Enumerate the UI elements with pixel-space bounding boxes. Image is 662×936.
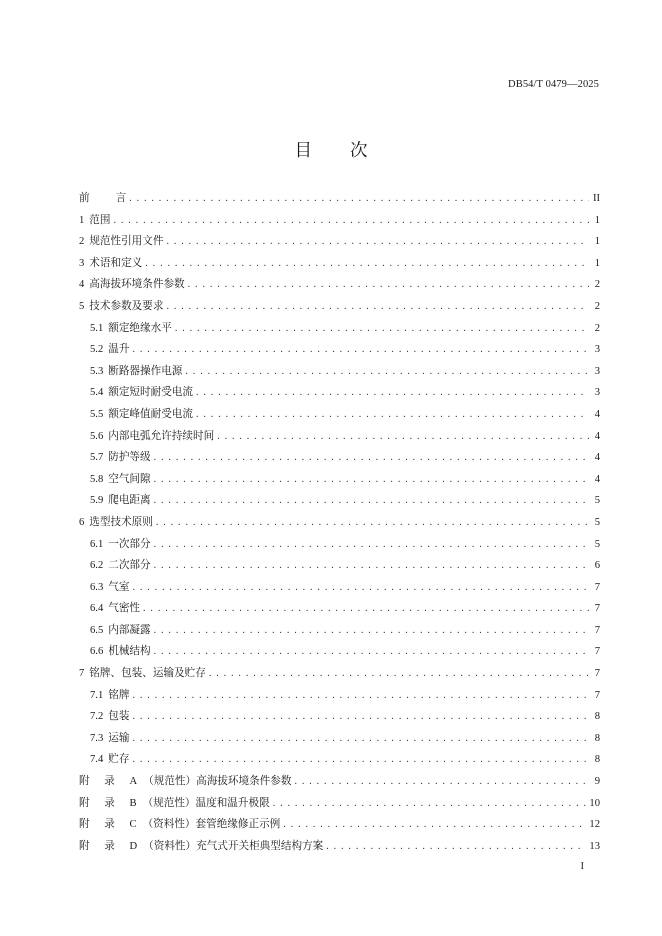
toc-entry-label (90, 471, 151, 486)
toc-page-number: II (592, 193, 600, 204)
toc-entry-label (79, 212, 110, 227)
toc-dot-leader (154, 560, 589, 571)
toc-entry-label (79, 665, 206, 680)
toc-entry-label (90, 730, 129, 745)
toc-page-number: 3 (594, 365, 600, 377)
toc-entry[interactable] (79, 320, 600, 342)
toc-section-title: 铭牌、包装、运输及贮存 (89, 667, 206, 680)
toc-section-number: 5.4 (90, 387, 104, 399)
toc-dot-leader (154, 646, 589, 657)
toc-dot-leader (154, 474, 589, 485)
toc-section-number: 3 (79, 257, 85, 269)
toc-section-number: 7.2 (90, 711, 104, 723)
toc-dot-leader (145, 258, 589, 269)
toc-page-number: 1 (594, 214, 600, 226)
toc-section-number: 5.9 (90, 495, 104, 507)
toc-section-number: 1 (79, 214, 85, 226)
toc-entry[interactable] (79, 708, 600, 730)
toc-page-number: 10 (589, 797, 600, 809)
toc-entry-label (90, 579, 129, 594)
toc-section-title: 技术参数及要求 (89, 299, 164, 312)
toc-section-title: 气室 (108, 580, 130, 593)
toc-page-number: 5 (594, 538, 600, 550)
toc-dot-leader (132, 344, 589, 355)
toc-page-number: 4 (594, 430, 600, 442)
toc-dot-leader (154, 625, 589, 636)
toc-entry[interactable] (79, 557, 600, 579)
toc-entry[interactable] (79, 795, 600, 817)
toc-entry-label (79, 773, 291, 788)
toc-entry-label (90, 622, 151, 637)
toc-section-title: 防护等级 (108, 451, 151, 464)
toc-page-number: 7 (594, 624, 600, 636)
toc-entry-label (90, 557, 151, 572)
toc-section-title: 铭牌 (108, 688, 130, 701)
toc-entry[interactable] (79, 600, 600, 622)
toc-page-number: 8 (594, 732, 600, 744)
toc-page-number: 7 (594, 646, 600, 658)
toc-entry[interactable] (79, 751, 600, 773)
toc-section-title: 术语和定义 (89, 256, 143, 269)
toc-entry[interactable] (79, 276, 600, 298)
toc-dot-leader (154, 495, 589, 506)
toc-dot-leader (196, 387, 589, 398)
toc-section-title: 运输 (108, 731, 130, 744)
toc-dot-leader (209, 668, 589, 679)
toc-entry[interactable] (79, 730, 600, 752)
toc-appendix-number: 附 录 A (79, 776, 144, 788)
toc-dot-leader (294, 776, 589, 787)
toc-entry[interactable] (79, 471, 600, 493)
toc-entry[interactable] (79, 665, 600, 687)
toc-section-title: 温升 (108, 343, 130, 356)
toc-section-title: （资料性）套管绝缘修正示例 (142, 818, 281, 831)
toc-entry-label (90, 320, 172, 335)
toc-page-number: 2 (594, 322, 600, 334)
toc-section-number: 5.1 (90, 322, 104, 334)
toc-entry[interactable] (79, 406, 600, 428)
toc-entry[interactable] (79, 428, 600, 450)
toc-title-char-2: 次 (350, 141, 368, 161)
toc-page-number: 5 (594, 495, 600, 507)
toc-entry[interactable] (79, 341, 600, 363)
toc-section-number: 6.3 (90, 581, 104, 593)
toc-dot-leader (132, 582, 589, 593)
toc-entry-label (90, 406, 193, 421)
toc-section-number: 5.6 (90, 430, 104, 442)
toc-entry-label (90, 428, 214, 443)
toc-section-title: （规范性）温度和温升极限 (142, 796, 270, 809)
toc-section-number: 6.2 (90, 560, 104, 572)
toc-section-number: 6 (79, 516, 85, 528)
toc-entry-label (79, 514, 153, 529)
toc-entry-label (79, 233, 163, 248)
toc-section-title: 高海拔环境条件参数 (89, 278, 185, 291)
toc-section-number: 6.6 (90, 646, 104, 658)
toc-page-number: 13 (589, 840, 600, 852)
table-of-contents (79, 190, 600, 859)
toc-dot-leader (326, 841, 586, 852)
toc-dot-leader (196, 409, 589, 420)
toc-entry-label (90, 751, 129, 766)
toc-page-number: 2 (594, 279, 600, 291)
toc-section-number: 7.1 (90, 689, 104, 701)
toc-dot-leader (156, 517, 589, 528)
toc-dot-leader (283, 819, 586, 830)
toc-appendix-number: 附 录 D (79, 840, 144, 852)
toc-dot-leader (188, 279, 589, 290)
toc-dot-leader (154, 452, 589, 463)
toc-entry-label (79, 795, 270, 810)
toc-entry[interactable] (79, 579, 600, 601)
toc-page-number: 4 (594, 473, 600, 485)
toc-page-number: 1 (594, 236, 600, 248)
toc-section-title: 一次部分 (108, 537, 151, 550)
toc-title-char-1: 目 (294, 141, 312, 161)
toc-page-number: 9 (594, 776, 600, 788)
toc-entry-label (90, 708, 129, 723)
toc-dot-leader (132, 733, 589, 744)
toc-entry[interactable] (79, 384, 600, 406)
toc-entry-label (79, 276, 185, 291)
toc-entry-label (90, 600, 140, 615)
toc-section-title: 内部凝露 (108, 623, 151, 636)
toc-dot-leader (273, 798, 587, 809)
toc-section-number: 7.3 (90, 732, 104, 744)
toc-entry-label (90, 363, 182, 378)
toc-entry-label (90, 492, 151, 507)
toc-page-number: 8 (594, 754, 600, 766)
toc-entry-label (90, 449, 151, 464)
toc-entry-label (79, 816, 280, 831)
toc-appendix-number: 附 录 B (79, 797, 143, 809)
toc-section-number: 6.5 (90, 624, 104, 636)
toc-entry[interactable] (79, 298, 600, 320)
toc-dot-leader (154, 539, 589, 550)
toc-entry[interactable] (79, 622, 600, 644)
toc-foreword-char-1: 前 (79, 192, 90, 204)
toc-entry[interactable] (79, 190, 600, 212)
toc-page-number: 7 (594, 581, 600, 593)
toc-entry-label (90, 341, 129, 356)
toc-entry[interactable] (79, 449, 600, 471)
toc-section-title: 二次部分 (108, 559, 151, 572)
toc-title (0, 137, 662, 162)
toc-section-title: 机械结构 (108, 645, 151, 658)
toc-entry[interactable] (79, 773, 600, 795)
toc-entry[interactable] (79, 212, 600, 234)
toc-dot-leader (185, 366, 589, 377)
toc-dot-leader (129, 193, 589, 204)
toc-entry[interactable] (79, 816, 600, 838)
toc-page-number: 4 (594, 452, 600, 464)
toc-section-number: 5 (79, 300, 85, 312)
toc-dot-leader (132, 711, 589, 722)
toc-section-title: 贮存 (108, 753, 130, 766)
toc-section-title: 包装 (108, 710, 130, 723)
toc-section-title: 爬电距离 (108, 494, 151, 507)
toc-entry[interactable] (79, 363, 600, 385)
toc-dot-leader (143, 603, 589, 614)
toc-entry[interactable] (79, 255, 600, 277)
toc-section-title: 断路器操作电源 (108, 364, 183, 377)
toc-page-number: 4 (594, 408, 600, 420)
toc-appendix-number: 附 录 C (79, 819, 143, 831)
toc-entry[interactable] (79, 233, 600, 255)
document-code: DB54/T 0479—2025 (508, 79, 599, 90)
toc-section-title: 额定峰值耐受电流 (108, 407, 193, 420)
toc-page-number: 1 (594, 257, 600, 269)
toc-section-number: 4 (79, 279, 85, 291)
toc-section-title: 额定短时耐受电流 (108, 386, 193, 399)
toc-section-title: （规范性）高海拔环境条件参数 (143, 775, 292, 788)
toc-section-title: 内部电弧允许持续时间 (108, 429, 215, 442)
toc-section-title: 选型技术原则 (89, 515, 153, 528)
toc-dot-leader (166, 236, 589, 247)
toc-entry-label (90, 643, 151, 658)
toc-section-title: 气密性 (108, 602, 141, 615)
toc-foreword-char-2: 言 (115, 192, 127, 204)
toc-section-number: 5.7 (90, 452, 104, 464)
toc-entry[interactable] (79, 536, 600, 558)
page-number: I (580, 861, 584, 872)
toc-section-number: 5.3 (90, 365, 104, 377)
toc-page-number: 3 (594, 387, 600, 399)
toc-entry-label (90, 687, 129, 702)
toc-section-number: 5.5 (90, 408, 104, 420)
toc-page-number: 7 (594, 603, 600, 615)
toc-section-title: 空气间隙 (108, 472, 151, 485)
toc-section-number: 5.8 (90, 473, 104, 485)
toc-page-number: 7 (594, 668, 600, 680)
toc-dot-leader (132, 690, 589, 701)
toc-section-number: 7 (79, 668, 85, 680)
toc-section-number: 6.1 (90, 538, 104, 550)
toc-entry-label (90, 536, 151, 551)
toc-entry-label (79, 838, 323, 853)
toc-entry-label (79, 190, 126, 205)
toc-entry-label (79, 298, 163, 313)
toc-entry[interactable] (79, 514, 600, 536)
toc-section-number: 7.4 (90, 754, 104, 766)
toc-dot-leader (217, 431, 589, 442)
toc-entry-label (79, 255, 142, 270)
toc-section-title: 范围 (89, 213, 111, 226)
toc-entry[interactable] (79, 838, 600, 860)
toc-entry[interactable] (79, 687, 600, 709)
toc-entry[interactable] (79, 643, 600, 665)
toc-page-number: 6 (594, 560, 600, 572)
toc-entry[interactable] (79, 492, 600, 514)
toc-page-number: 7 (594, 689, 600, 701)
toc-section-number: 5.2 (90, 344, 104, 356)
toc-dot-leader (175, 323, 589, 334)
toc-section-number: 6.4 (90, 603, 104, 615)
toc-section-title: 规范性引用文件 (89, 235, 164, 248)
toc-dot-leader (132, 754, 589, 765)
toc-page-number: 12 (589, 819, 600, 831)
toc-dot-leader (166, 301, 589, 312)
toc-page-number: 8 (594, 711, 600, 723)
toc-dot-leader (113, 215, 589, 226)
toc-section-title: 额定绝缘水平 (108, 321, 172, 334)
toc-section-number: 2 (79, 236, 85, 248)
toc-entry-label (90, 384, 193, 399)
toc-page-number: 2 (594, 300, 600, 312)
toc-section-title: （资料性）充气式开关柜典型结构方案 (143, 839, 324, 852)
toc-page-number: 5 (594, 516, 600, 528)
toc-page-number: 3 (594, 344, 600, 356)
